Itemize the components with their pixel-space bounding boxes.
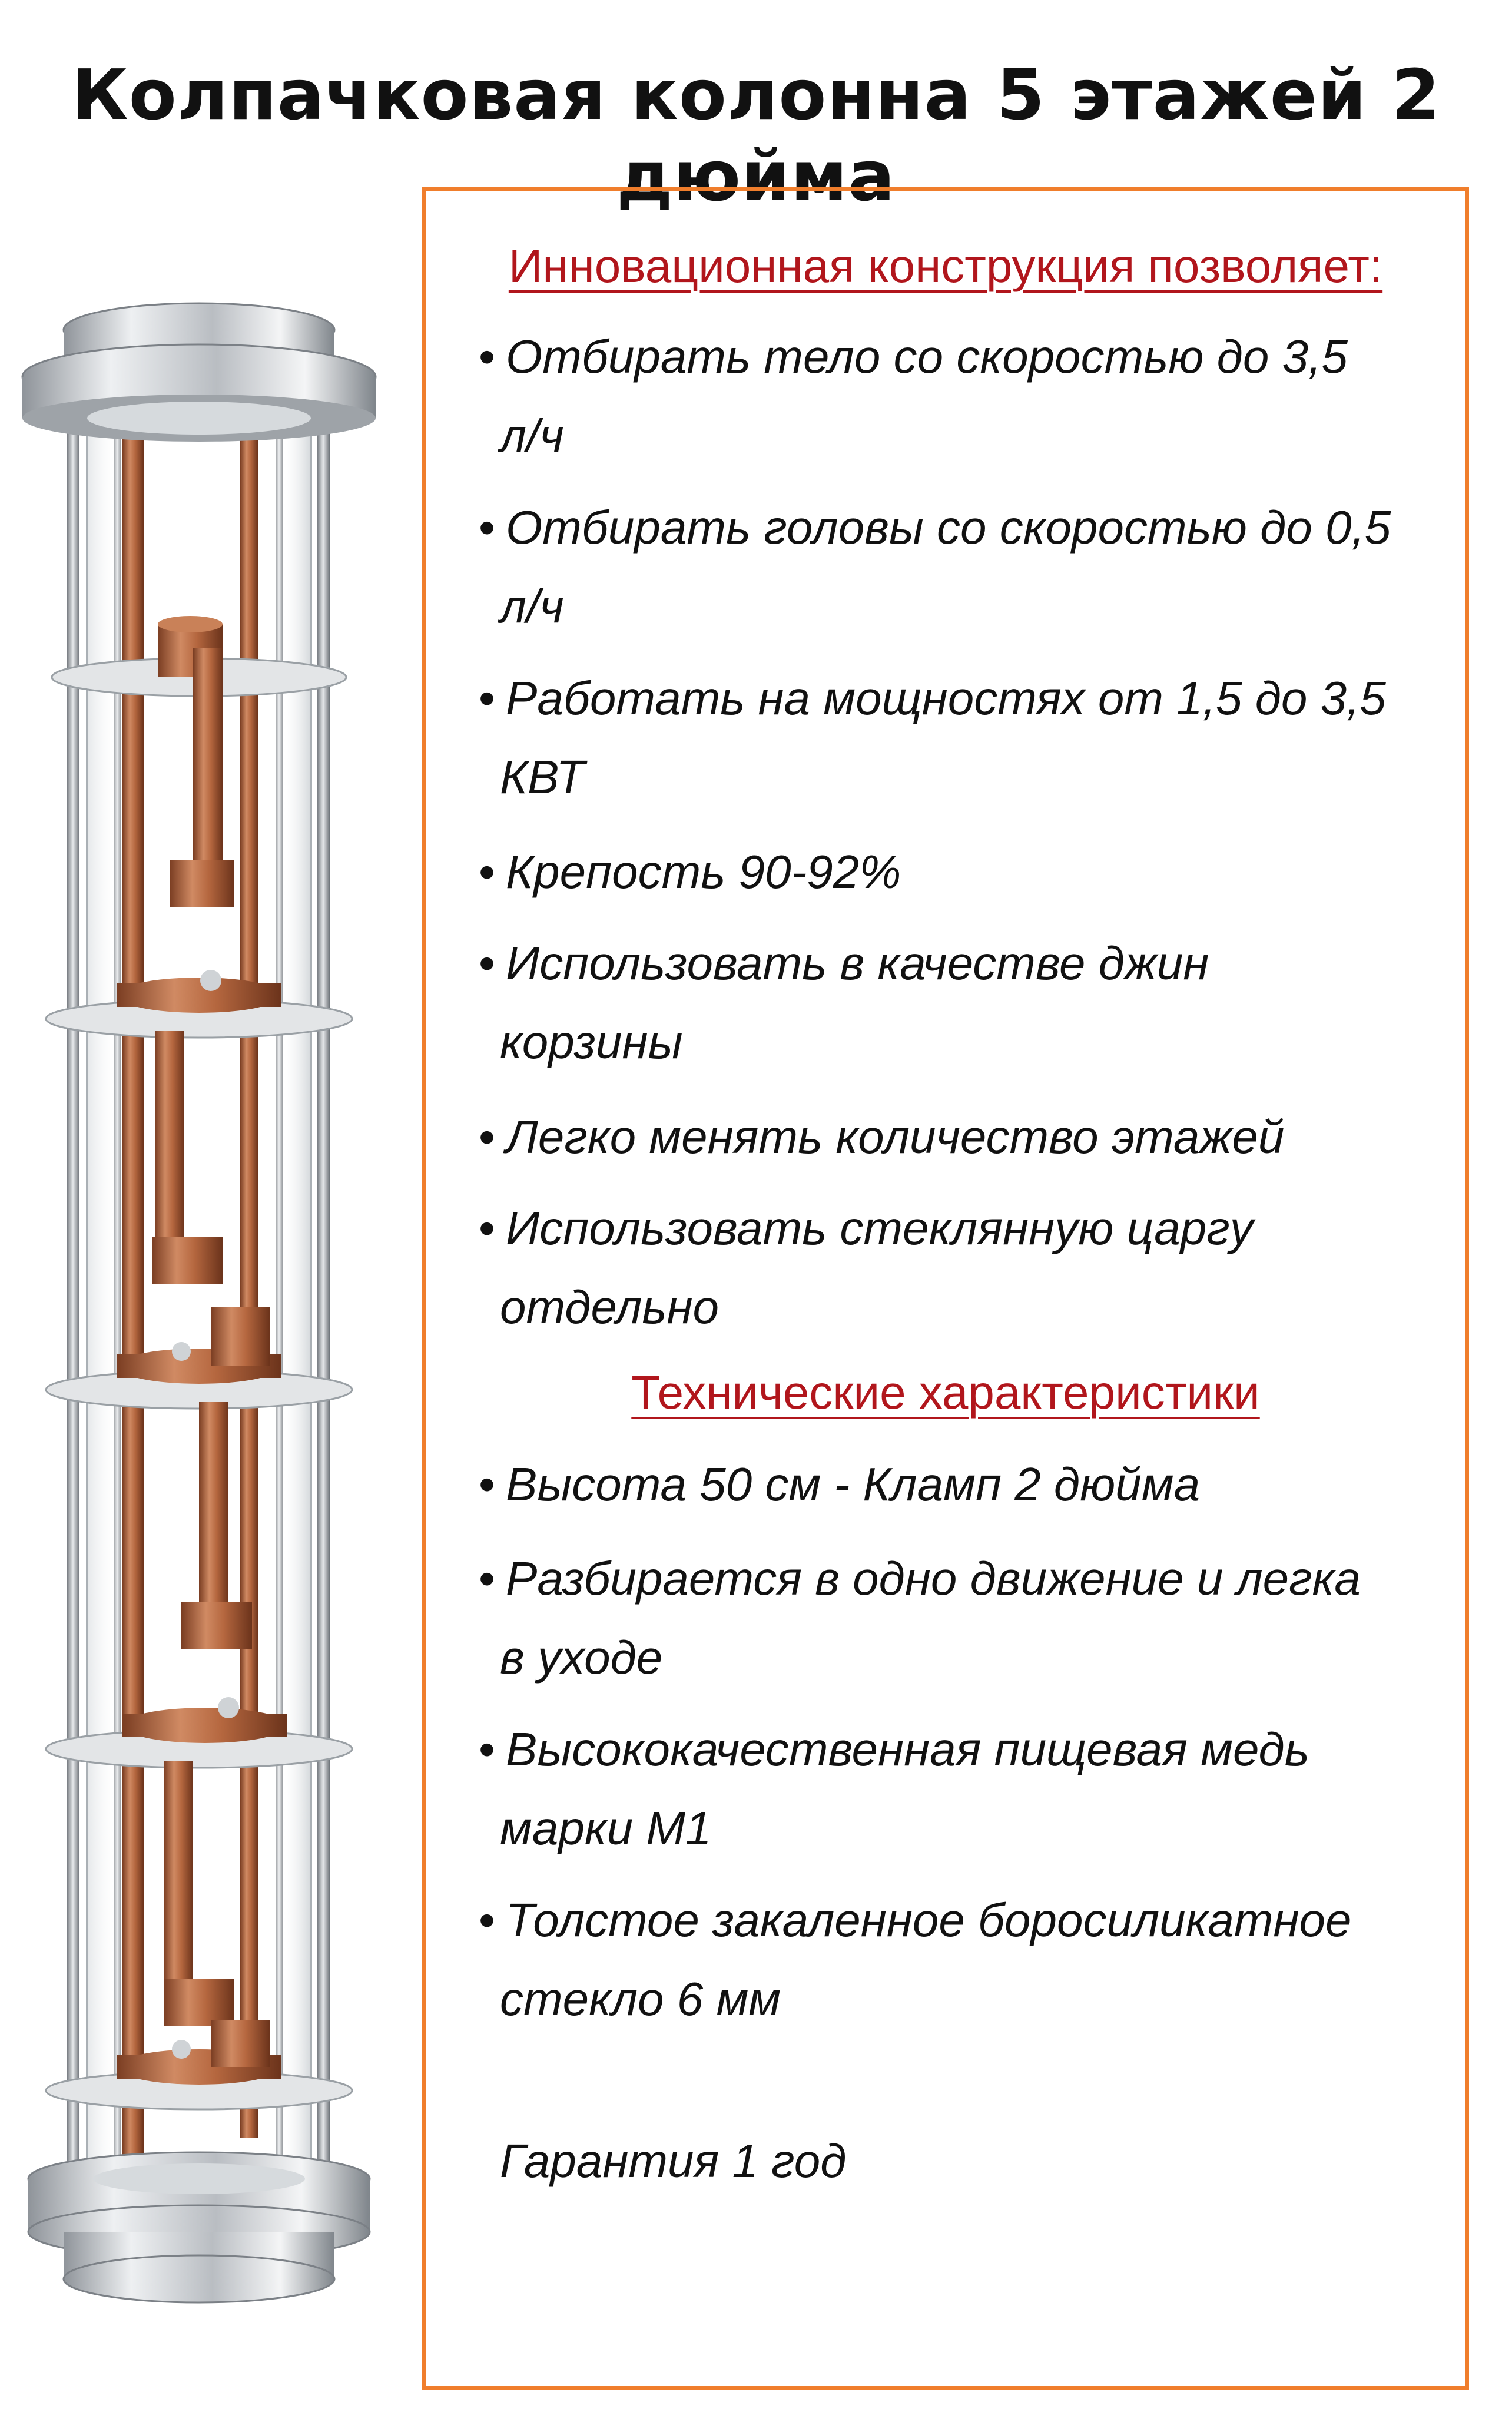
feature-item: • Отбирать головы со скоростью до 0,5 л/ч [479,501,1391,632]
feature-item: • Использовать в качестве джин корзины [479,937,1209,1068]
feature-item: • Легко менять количество этажей [479,1111,1285,1163]
features-heading: Инновационная конструкция позволяет: [508,240,1383,292]
column-product-image [11,294,387,2332]
specs-heading: Технические характеристики [631,1366,1260,1419]
feature-item: • Использовать стеклянную царгу отдельно [479,1202,1254,1333]
feature-item: • Работать на мощностях от 1,5 до 3,5 КВТ [479,672,1386,803]
description-panel [422,187,1469,2390]
spec-item: • Высококачественная пищевая медь марки М1 [479,1723,1309,1854]
spec-item: • Высота 50 см - Кламп 2 дюйма [479,1458,1201,1510]
page-title: Колпачковая колонна 5 этажей 2 дюйма [71,54,1441,217]
spec-item: • Разбирается в одно движение и легка в уходе [479,1552,1361,1684]
spec-item: • Толстое закаленное боросиликатное стекло 6 мм [479,1894,1352,2025]
feature-item: • Крепость 90-92% [479,846,901,898]
feature-item: • Отбирать тело со скоростью до 3,5 л/ч [479,330,1348,462]
warranty-text: Гарантия 1 год [500,2135,847,2187]
